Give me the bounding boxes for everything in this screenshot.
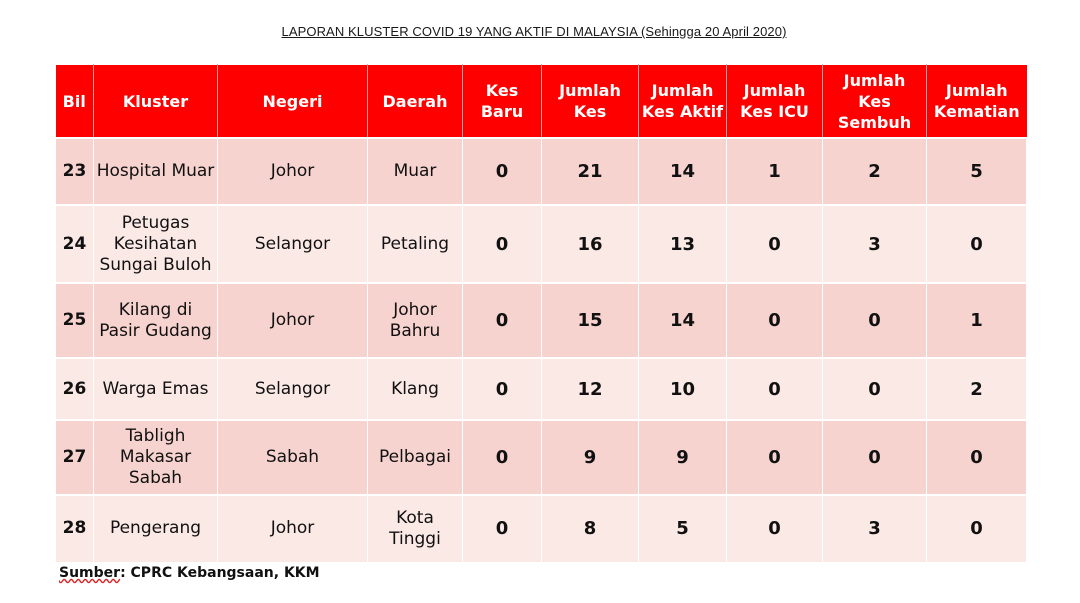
cell-jumlah-kes-aktif: 9 bbox=[639, 420, 727, 495]
cluster-table bbox=[55, 64, 1027, 563]
table-row bbox=[56, 138, 1027, 205]
header-jumlah-kes-sembuh: Jumlah Kes Sembuh bbox=[823, 65, 927, 139]
cell-jumlah-kes: 15 bbox=[542, 283, 639, 358]
header-daerah: Daerah bbox=[368, 65, 463, 139]
cell-jumlah-kes: 12 bbox=[542, 358, 639, 420]
header-kluster: Kluster bbox=[94, 65, 218, 139]
cell-jumlah-kes: 9 bbox=[542, 420, 639, 495]
cell-kluster: Tabligh Makasar Sabah bbox=[94, 420, 218, 495]
cell-bil: 27 bbox=[56, 420, 94, 495]
cell-kluster: Warga Emas bbox=[94, 358, 218, 420]
cell-negeri: Johor bbox=[218, 138, 368, 205]
cell-daerah: Kota Tinggi bbox=[368, 495, 463, 562]
table-header-row bbox=[56, 65, 1027, 139]
header-jumlah-kes: Jumlah Kes bbox=[542, 65, 639, 139]
header-jumlah-kes-aktif: Jumlah Kes Aktif bbox=[639, 65, 727, 139]
cluster-table-container bbox=[55, 64, 1026, 563]
cell-jumlah-kes-sembuh: 0 bbox=[823, 283, 927, 358]
table-row bbox=[56, 358, 1027, 420]
cell-jumlah-kes-icu: 0 bbox=[727, 495, 823, 562]
cell-jumlah-kes: 8 bbox=[542, 495, 639, 562]
source-text: : CPRC Kebangsaan, KKM bbox=[120, 565, 320, 581]
cell-kes-baru: 0 bbox=[463, 495, 542, 562]
cell-jumlah-kes: 21 bbox=[542, 138, 639, 205]
cell-jumlah-kes-aktif: 14 bbox=[639, 283, 727, 358]
cell-daerah: Johor Bahru bbox=[368, 283, 463, 358]
cell-jumlah-kes-aktif: 5 bbox=[639, 495, 727, 562]
cell-bil: 23 bbox=[56, 138, 94, 205]
cell-jumlah-kes-aktif: 10 bbox=[639, 358, 727, 420]
table-row bbox=[56, 420, 1027, 495]
table-row bbox=[56, 495, 1027, 562]
cell-jumlah-kes-aktif: 14 bbox=[639, 138, 727, 205]
cell-negeri: Selangor bbox=[218, 358, 368, 420]
cell-negeri: Selangor bbox=[218, 205, 368, 283]
cell-jumlah-kes-sembuh: 0 bbox=[823, 420, 927, 495]
cell-jumlah-kematian: 2 bbox=[927, 358, 1027, 420]
header-kes-baru: Kes Baru bbox=[463, 65, 542, 139]
cell-jumlah-kes-sembuh: 3 bbox=[823, 495, 927, 562]
cell-jumlah-kes-sembuh: 2 bbox=[823, 138, 927, 205]
cell-daerah: Pelbagai bbox=[368, 420, 463, 495]
cell-bil: 24 bbox=[56, 205, 94, 283]
table-row bbox=[56, 283, 1027, 358]
cell-jumlah-kes-sembuh: 0 bbox=[823, 358, 927, 420]
cell-jumlah-kes: 16 bbox=[542, 205, 639, 283]
cell-daerah: Muar bbox=[368, 138, 463, 205]
cell-kes-baru: 0 bbox=[463, 205, 542, 283]
cell-jumlah-kematian: 0 bbox=[927, 205, 1027, 283]
table-row bbox=[56, 205, 1027, 283]
cell-kluster: Petugas Kesihatan Sungai Buloh bbox=[94, 205, 218, 283]
cell-daerah: Klang bbox=[368, 358, 463, 420]
cell-negeri: Johor bbox=[218, 283, 368, 358]
cell-jumlah-kes-sembuh: 3 bbox=[823, 205, 927, 283]
cell-kes-baru: 0 bbox=[463, 283, 542, 358]
page-title: LAPORAN KLUSTER COVID 19 YANG AKTIF DI MALAYSIA (Sehingga 20 April 2020) bbox=[281, 24, 787, 39]
cell-kluster: Pengerang bbox=[94, 495, 218, 562]
cell-bil: 28 bbox=[56, 495, 94, 562]
header-jumlah-kematian: Jumlah Kematian bbox=[927, 65, 1027, 139]
cell-jumlah-kes-icu: 0 bbox=[727, 205, 823, 283]
cell-jumlah-kematian: 5 bbox=[927, 138, 1027, 205]
cell-kes-baru: 0 bbox=[463, 138, 542, 205]
cell-kluster: Kilang di Pasir Gudang bbox=[94, 283, 218, 358]
source-label: Sumber bbox=[59, 565, 121, 581]
source-note bbox=[59, 565, 320, 581]
cell-jumlah-kes-icu: 0 bbox=[727, 358, 823, 420]
cell-jumlah-kematian: 0 bbox=[927, 420, 1027, 495]
cell-jumlah-kes-aktif: 13 bbox=[639, 205, 727, 283]
header-negeri: Negeri bbox=[218, 65, 368, 139]
cell-jumlah-kematian: 1 bbox=[927, 283, 1027, 358]
cell-daerah: Petaling bbox=[368, 205, 463, 283]
cell-jumlah-kes-icu: 1 bbox=[727, 138, 823, 205]
cell-kes-baru: 0 bbox=[463, 358, 542, 420]
cell-jumlah-kematian: 0 bbox=[927, 495, 1027, 562]
cell-negeri: Sabah bbox=[218, 420, 368, 495]
cell-bil: 25 bbox=[56, 283, 94, 358]
cell-jumlah-kes-icu: 0 bbox=[727, 420, 823, 495]
cell-negeri: Johor bbox=[218, 495, 368, 562]
cell-jumlah-kes-icu: 0 bbox=[727, 283, 823, 358]
cell-kluster: Hospital Muar bbox=[94, 138, 218, 205]
cell-kes-baru: 0 bbox=[463, 420, 542, 495]
cell-bil: 26 bbox=[56, 358, 94, 420]
header-bil: Bil bbox=[56, 65, 94, 139]
header-jumlah-kes-icu: Jumlah Kes ICU bbox=[727, 65, 823, 139]
